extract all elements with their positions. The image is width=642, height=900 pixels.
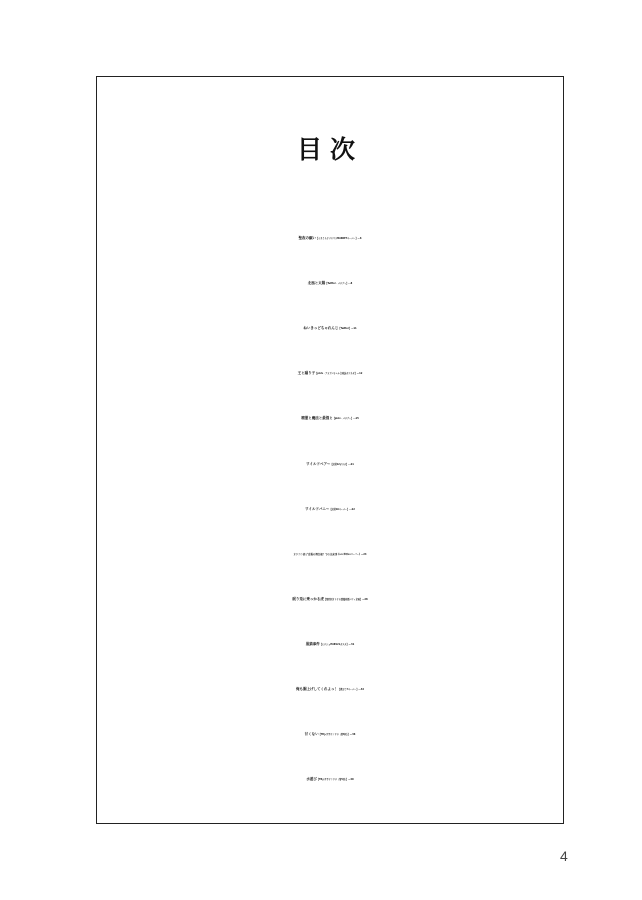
entry-title: 俺も胴上げしてくれよっ！ xyxy=(295,687,338,691)
toc-entry-7 xyxy=(97,494,563,521)
entry-page: …22 xyxy=(349,508,355,511)
entry-title: 甘くない xyxy=(304,732,319,736)
toc-entry-8 xyxy=(97,539,563,566)
entry-page: …28 xyxy=(362,598,368,601)
toc-entry-6 xyxy=(97,449,563,476)
entry-page: …24 xyxy=(360,553,367,556)
entry-page: …8 xyxy=(348,282,353,285)
toc-entry-12 xyxy=(97,719,563,746)
toc-entry-4 xyxy=(97,358,563,385)
entry-note: 【ヒロショHARU21ポスカ】 xyxy=(319,643,349,646)
entry-page: …12 xyxy=(356,372,363,375)
entry-title: 北風と太陽 xyxy=(307,281,326,285)
toc-entry-10 xyxy=(97,629,563,656)
entry-title: ワイルドバニー xyxy=(305,507,330,511)
entry-note: 【pixiv・パロディ】 xyxy=(332,417,354,420)
entry-note: 【第四回オトナの薔薇同題パティ企画】 xyxy=(323,598,362,601)
toc-entry-2 xyxy=(97,268,563,295)
page-title: 目次 xyxy=(296,135,363,164)
entry-note: 【虎狩10ペーパー】 xyxy=(329,508,350,511)
entry-note: 【うさとらクリスマスMARKETペーパー】 xyxy=(315,237,358,240)
entry-note: 【僕おじ7ペーパー】 xyxy=(337,688,359,691)
entry-note: 【虎狩12ポスカ】 xyxy=(330,463,349,466)
entry-title: ワイルドベアー xyxy=(306,462,331,466)
entry-note: 【TBかき手ワンドロ（第5回）】 xyxy=(316,778,349,781)
entry-title: 王と踊り子 xyxy=(297,371,316,375)
entry-page: …40 xyxy=(348,778,354,781)
entry-page: …15 xyxy=(353,417,359,420)
toc-entry-1 xyxy=(97,223,563,250)
toc-entry-9 xyxy=(97,584,563,611)
toc-entry-5 xyxy=(97,403,563,430)
entry-page: …21 xyxy=(348,463,354,466)
entry-page: …36 xyxy=(349,733,356,736)
entry-note: 【TBかき手ワンドロ（第6回）】 xyxy=(318,733,350,736)
entry-title: 聖夜の願い xyxy=(298,236,316,240)
page-frame xyxy=(96,76,564,824)
entry-title: 眠り兎に乗っかる虎 xyxy=(292,597,324,601)
entry-note: 【pixiv・アラブパラレル合同誌ボツネタ】 xyxy=(315,372,357,375)
entry-title: 黒猫事件 xyxy=(305,642,320,646)
entry-page: …11 xyxy=(351,327,357,330)
entry-note: 【Twitter・パロディ】 xyxy=(325,282,349,285)
entry-page: …32 xyxy=(358,688,365,691)
entry-title: 精霊と魔法と最強と xyxy=(301,416,333,420)
entry-title: ねいきっどちゃれんじ xyxy=(303,326,339,330)
page-number: 4 xyxy=(560,848,568,864)
entry-page: …31 xyxy=(348,643,355,646)
entry-page: …6 xyxy=(357,237,362,240)
entry-title: オケコン終了直後の舞台袖？での出来事 xyxy=(293,553,338,556)
entry-note: 【SCC関西22ペーパー】 xyxy=(337,554,361,556)
entry-title: 水遊び xyxy=(306,777,317,781)
toc-entry-13 xyxy=(97,764,563,791)
toc-entry-11 xyxy=(97,674,563,701)
toc-entry-3 xyxy=(97,313,563,340)
entry-note: 【Twitter】 xyxy=(338,327,352,330)
